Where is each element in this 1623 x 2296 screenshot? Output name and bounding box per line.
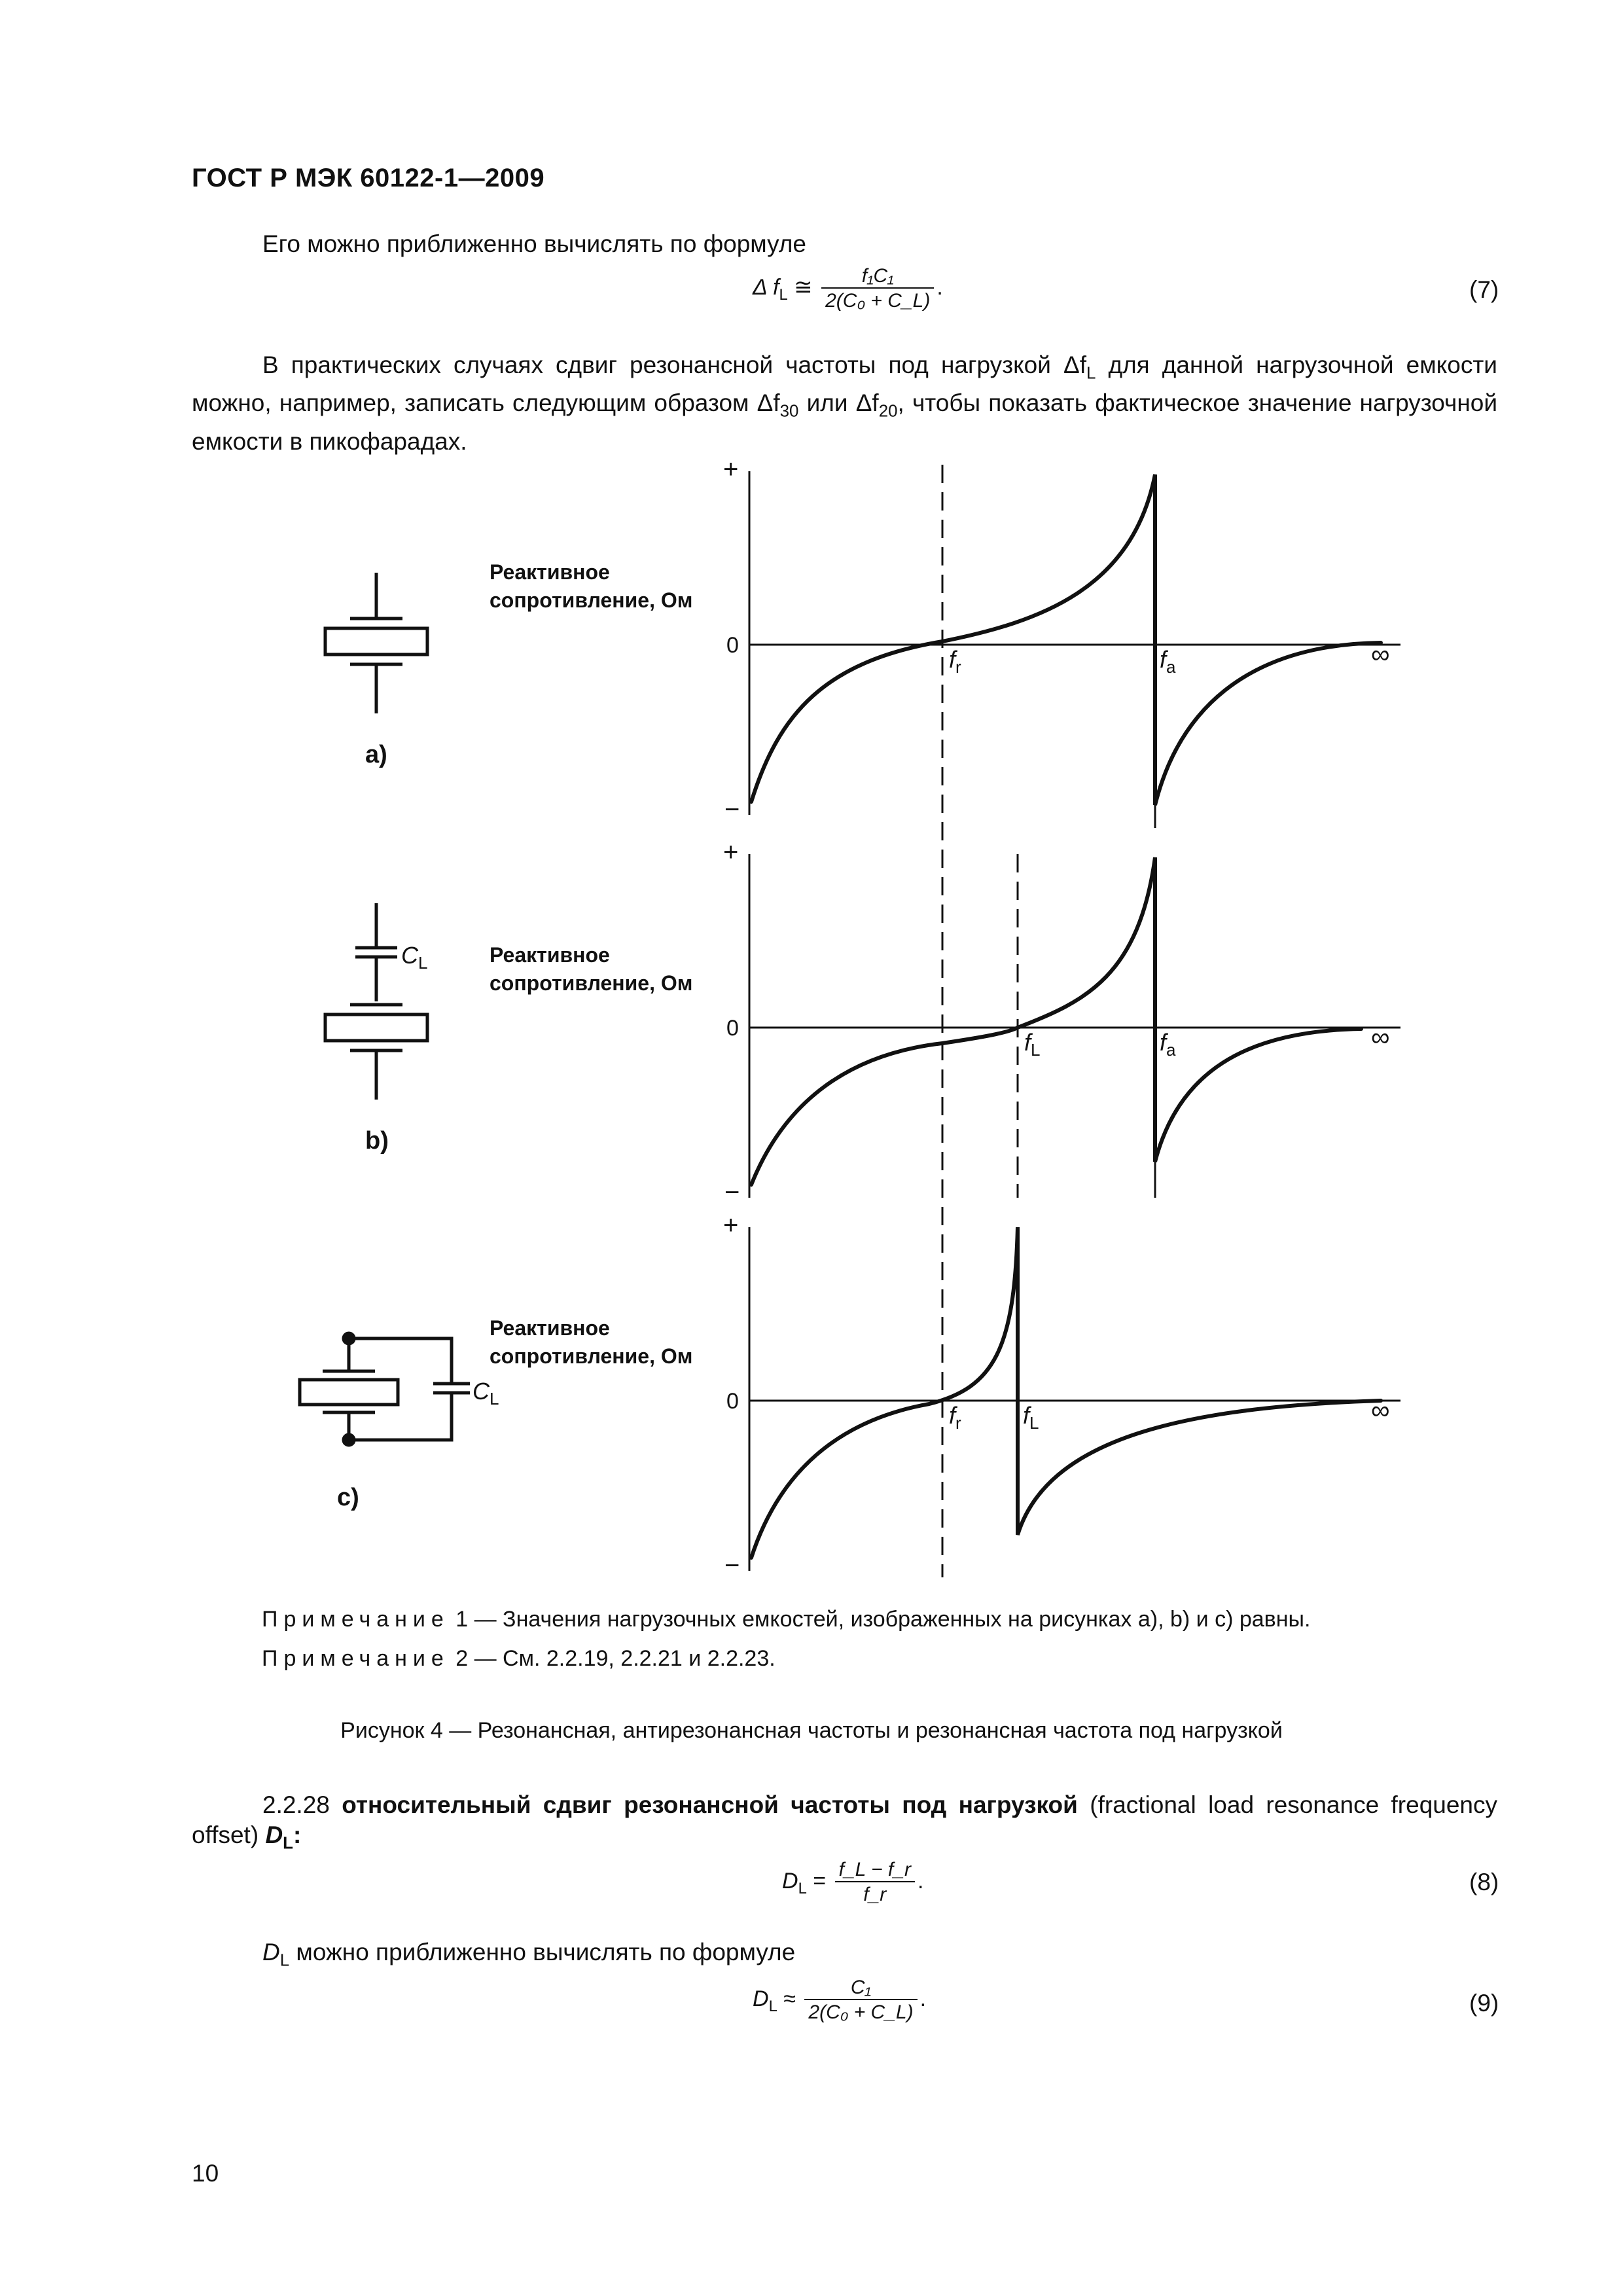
panel-a-fr-label: $f_r$ [949, 646, 961, 677]
panel-b-zero-label: 0 [726, 1016, 739, 1041]
note-2-word: Примечание [262, 1646, 450, 1671]
figure-caption: Рисунок 4 — Резонансная, антирезонансная частоты и резонансная частота под нагрузкой [340, 1718, 1283, 1743]
eq8-tail: . [917, 1868, 924, 1893]
p3-symbol: D [262, 1939, 280, 1965]
eq8-lhs: D [782, 1868, 798, 1893]
eq7-op: ≅ [794, 274, 813, 300]
symbol-c-cl-label: $C_L$ [473, 1378, 499, 1408]
p2-part3: или Δf [798, 389, 879, 417]
equation-8 [782, 1859, 923, 1906]
eq7-lhs-sub: L [779, 285, 788, 304]
equation-7-number: (7) [1469, 276, 1499, 303]
panel-a-zero-label: 0 [726, 633, 739, 658]
note-1-word: Примечание [262, 1607, 450, 1632]
eq7-denominator: 2(C₀ + C_L) [825, 290, 931, 312]
panel-b-infinity-label: ∞ [1371, 1023, 1390, 1052]
eq8-op: = [813, 1868, 827, 1893]
symbol-c-crystal-body [300, 1380, 398, 1405]
section-colon: : [293, 1821, 302, 1848]
symbol-c-wire-bottom [349, 1393, 452, 1440]
panel-c-minus-label: − [724, 1551, 740, 1580]
paragraph-dl [192, 1937, 1497, 1975]
p2-part2: для данной нагрузочной емкости можно, например, записать следующим образом Δf [192, 351, 1497, 417]
panel-c-axis-label-2: сопротивление, Ом [490, 1344, 693, 1368]
section-2-2-28 [192, 1790, 1497, 1858]
section-symbol: D [265, 1821, 283, 1848]
eq9-denominator: 2(C₀ + C_L) [808, 2001, 914, 2023]
panel-a-fa-label: $f_a$ [1160, 646, 1176, 677]
note-1 [262, 1607, 1310, 1632]
symbol-b-crystal-body [325, 1014, 427, 1041]
panel-a-reactance-curve [751, 475, 1381, 805]
p2-sub3: 20 [878, 402, 898, 421]
section-symbol-sub: L [283, 1834, 293, 1853]
eq7-lhs: Δ f [753, 274, 779, 300]
symbol-b-label: b) [365, 1127, 389, 1155]
eq8-lhs-sub: L [798, 1879, 807, 1897]
eq9-op: ≈ [783, 1986, 796, 2011]
symbol-b-cl-label: $C_L$ [401, 942, 428, 973]
panel-a-plus-label: + [723, 455, 739, 484]
panel-c-fl-label: $f_L$ [1023, 1402, 1039, 1433]
panel-a-axis-label-1: Реактивное [490, 560, 610, 584]
panel-c-infinity-label: ∞ [1371, 1396, 1390, 1425]
eq8-numerator: f_L − f_r [835, 1859, 915, 1882]
equation-8-number: (8) [1469, 1869, 1499, 1895]
panel-c-plus-label: + [723, 1211, 739, 1240]
page-number: 10 [192, 2160, 219, 2187]
eq9-lhs-sub: L [768, 1997, 777, 2015]
symbol-a-crystal-body [325, 628, 427, 655]
panel-b-fa-label: $f_a$ [1160, 1029, 1176, 1060]
panel-a-axis-label-2: сопротивление, Ом [490, 588, 693, 612]
intro-text: Его можно приближенно вычислять по формуле [262, 230, 807, 257]
note-2 [262, 1646, 776, 1672]
panel-b-plus-label: + [723, 838, 739, 867]
p2-part4: , чтобы показать фактическое значение нагрузочной емкости в пикофарадах. [192, 389, 1497, 455]
panel-b-reactance-curve [751, 857, 1361, 1185]
panel-b-minus-label: − [724, 1178, 740, 1207]
note-2-text: 2 — См. 2.2.19, 2.2.21 и 2.2.23. [455, 1646, 776, 1671]
p3-symbol-sub: L [279, 1951, 290, 1970]
panel-b-axis-label-1: Реактивное [490, 943, 610, 967]
symbol-a-label: a) [365, 741, 387, 768]
eq9-numerator: C₁ [804, 1977, 917, 2000]
document-header: ГОСТ Р МЭК 60122-1—2009 [192, 164, 545, 192]
section-english: (fractional load resonance frequency offset) [192, 1791, 1498, 1848]
panel-b-fl-label: $f_L$ [1024, 1029, 1041, 1060]
panel-c-axis-label-1: Реактивное [490, 1316, 610, 1340]
eq9-tail: . [919, 1986, 927, 2011]
p2-part1: В практических случаях сдвиг резонансной частоты под нагрузкой Δf [262, 351, 1086, 378]
panel-c-reactance-curve [751, 1227, 1381, 1558]
eq7-tail: . [936, 274, 943, 300]
eq8-fraction [835, 1859, 915, 1906]
eq9-fraction [804, 1977, 917, 2024]
panel-c-zero-label: 0 [726, 1389, 739, 1414]
p2-sub1: L [1086, 364, 1096, 383]
eq8-denominator: f_r [863, 1884, 887, 1905]
p3-text: можно приближенно вычислять по формуле [289, 1939, 796, 1965]
section-term: относительный сдвиг резонансной частоты под нагрузкой [342, 1791, 1078, 1818]
equation-9-number: (9) [1469, 1990, 1499, 2017]
eq9-lhs: D [753, 1986, 769, 2011]
note-1-text: 1 — Значения нагрузочных емкостей, изображенных на рисунках a), b) и c) равны. [455, 1607, 1311, 1632]
equation-9 [753, 1977, 926, 2024]
panel-a-infinity-label: ∞ [1371, 640, 1390, 669]
eq7-numerator: f₁C₁ [821, 265, 934, 289]
section-number: 2.2.28 [262, 1791, 330, 1818]
symbol-c-label: c) [337, 1484, 359, 1511]
panel-a-minus-label: − [724, 795, 740, 824]
p2-sub2: 30 [779, 402, 799, 421]
panel-b-axis-label-2: сопротивление, Ом [490, 971, 693, 995]
symbol-c-wire-top [349, 1338, 452, 1384]
panel-c-fr-label: $f_r$ [949, 1402, 961, 1433]
